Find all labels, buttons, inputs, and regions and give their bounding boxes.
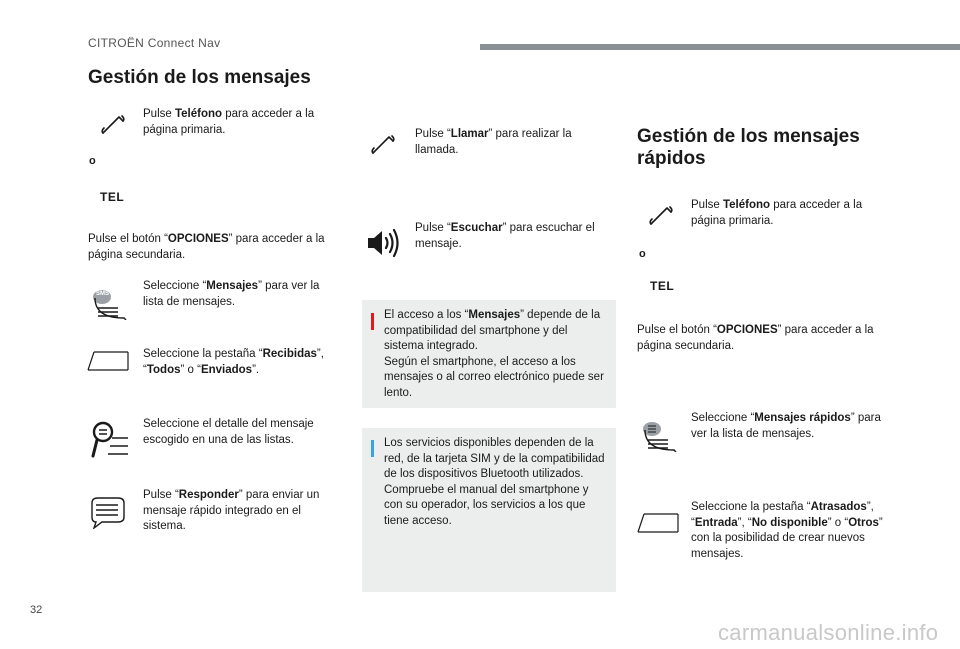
info-icon [371,440,374,457]
middle-listen-text: Pulse “Escuchar” para escuchar el mensaje. [415,222,595,250]
left-step4-text: Seleccione la pestaña “Recibidas”, “Todos” o “Enviados”. [143,348,324,376]
call-phone-icon [370,134,396,156]
sms-message-icon [90,286,130,320]
left-step6-text: Pulse “Responder” para enviar un mensaje rápido integrado en el sistema. [143,489,320,532]
info-text: Los servicios disponibles dependen de la red, de la tarjeta SIM y de la compatibilidad de los dispositivos Bluetooth utilizados. Compruebe el manual del smartphone y con su operador, los servicios a los que tiene acceso. [384,437,605,527]
left-step2-text: Pulse el botón “OPCIONES” para acceder a la página secundaria. [88,233,325,261]
warning-text: El acceso a los “Mensajes” depende de la compatibilidad del smartphone y del sistema integrado. Según el smartphone, el acceso a los mensajes o al correo electrónico puede ser lento. [384,309,604,399]
sms-badge: SMS [96,291,110,297]
watermark: carmanualsonline.info [718,620,939,645]
left-step3-text: Seleccione “Mensajes” para ver la lista de mensajes. [143,280,320,308]
right-tab-selector-icon [636,512,680,534]
quick-message-icon [640,418,680,452]
right-step2-text: Pulse el botón “OPCIONES” para acceder a la página secundaria. [637,324,874,352]
middle-call-text: Pulse “Llamar” para realizar la llamada. [415,128,572,156]
speaker-icon [366,228,400,258]
tab-selector-icon [86,350,130,372]
reply-message-icon [88,495,128,529]
left-tel-button[interactable]: TEL [100,190,125,204]
phone-icon [100,114,126,136]
right-step1-text: Pulse Teléfono para acceder a la página primaria. [691,199,863,227]
header-brand: CITROËN Connect Nav [88,36,221,50]
warning-icon [371,313,374,330]
left-or-label: o [89,155,96,167]
right-section-title: Gestión de los mensajes rápidos [637,126,860,169]
message-detail-icon [90,420,130,460]
left-step5-text: Seleccione el detalle del mensaje escogido en una de las listas. [143,418,314,446]
right-or-label: o [639,248,646,260]
page-number: 32 [30,604,43,616]
left-step1-text: Pulse Teléfono para acceder a la página primaria. [143,108,315,136]
header-bar [480,44,960,50]
right-step4-text: Seleccione la pestaña “Atrasados”, “Entrada”, “No disponible” o “Otros” con la posibilidad de crear nuevos mensajes. [691,501,883,560]
right-step3-text: Seleccione “Mensajes rápidos” para ver la lista de mensajes. [691,412,881,440]
right-tel-button[interactable]: TEL [650,279,675,293]
left-section-title: Gestión de los mensajes [88,67,311,88]
right-phone-icon [648,205,674,227]
